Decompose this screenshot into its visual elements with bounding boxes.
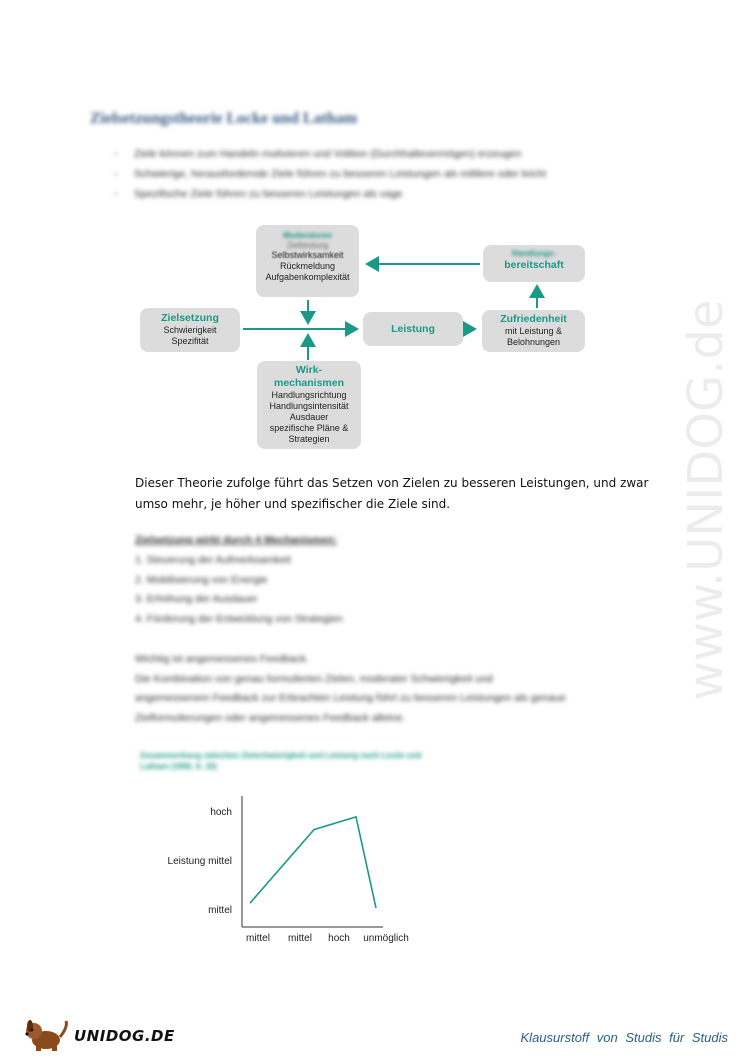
mechanism-item: 1. Steuerung der Aufmerksamkeit	[135, 554, 291, 566]
moderator-box	[256, 225, 359, 297]
x-tick-label: mittel	[246, 933, 270, 944]
feedback-paragraph	[135, 650, 655, 728]
dog-icon	[22, 1013, 72, 1053]
feedback-line: Zielformulierungen oder angemessenes Feedback alleine.	[135, 711, 406, 724]
zielsetzung-box	[140, 308, 240, 352]
handlung-title-1: Handlungs-	[512, 249, 556, 258]
series-line	[250, 817, 376, 908]
unidog-logo	[22, 1013, 175, 1053]
chart-caption-line: Zusammenhang zwischen Zielschwierigkeit und Leistung nach Locke und	[140, 751, 422, 760]
wirk-line: Strategien	[288, 434, 330, 444]
wirk-line: Ausdauer	[289, 412, 329, 422]
zufriedenheit-title: Zufriedenheit	[500, 313, 567, 325]
handlung-title-2: bereitschaft	[504, 259, 564, 271]
moderator-line: Aufgabenkomplexität	[265, 272, 350, 282]
wirk-title-1: Wirk-	[295, 364, 323, 376]
watermark-text: www.UNIDOG.de	[678, 299, 734, 701]
chart-caption-line: Latham (1990, S. 33)	[140, 762, 217, 771]
feedback-line: Wichtig ist angemessenes Feedback.	[135, 653, 309, 665]
moderator-subtitle: Zielbindung	[286, 241, 329, 250]
zielsetzung-line: Schwierigkeit	[163, 325, 217, 335]
y-tick-label: mittel	[208, 905, 232, 916]
wirk-title-2: mechanismen	[273, 377, 345, 389]
goal-setting-diagram	[135, 222, 595, 452]
wirk-line: Handlungsintensität	[269, 401, 349, 411]
zielsetzung-line: Spezifität	[171, 336, 209, 346]
leistung-box	[363, 312, 463, 346]
mechanisms-list	[135, 552, 343, 630]
bullet-item: - Ziele können zum Handeln motivieren und Volition (Durchhaltevermögen) erzeugen	[110, 146, 546, 166]
zufriedenheit-box	[482, 310, 585, 352]
wirk-line: Handlungsrichtung	[271, 390, 347, 400]
bullet-item: - Spezifische Ziele führen zu besseren Leistungen als vage	[110, 186, 546, 206]
feedback-line: angemessenem Feedback zur Erbrachten Leistung führt zu besseren Leistungen als genaue	[135, 692, 566, 704]
zufriedenheit-line: mit Leistung &	[504, 326, 563, 336]
mechanism-item: 3. Erhöhung der Ausdauer	[135, 593, 258, 605]
mechanism-item: 2. Mobilisierung von Energie	[135, 573, 268, 586]
moderator-line: Rückmeldung	[279, 261, 336, 271]
document-title: Zielsetzungstheorie Locke und Latham	[90, 110, 358, 127]
wirk-line: spezifische Pläne &	[269, 423, 349, 433]
x-tick-label: hoch	[328, 933, 350, 944]
leistung-title: Leistung	[391, 323, 435, 335]
y-tick-label: hoch	[210, 807, 232, 818]
y-tick-label: Leistung mittel	[167, 856, 232, 867]
footer-tagline: Klausurstoff von Studis für Studis	[520, 1030, 728, 1045]
mechanisms-heading: Zielsetzung wirkt durch 4 Mechanismen:	[135, 534, 337, 546]
mechanism-item: 4. Förderung der Entwicklung von Strategien	[135, 612, 343, 625]
chart-caption	[140, 750, 480, 772]
feedback-line: Die Kombination von genau formulierten Zielen, moderater Schwierigkeit und	[135, 672, 493, 685]
x-tick-label: mittel	[288, 933, 312, 944]
moderator-title: Moderatoren	[283, 231, 332, 240]
body-paragraph: Dieser Theorie zufolge führt das Setzen von Zielen zu besseren Leistungen, und zwar umso mehr, je höher und spezifischer die Ziele sind.	[135, 476, 649, 511]
bullet-list	[110, 146, 546, 206]
handlungsbereitschaft-box	[483, 245, 585, 282]
bullet-item: - Schwierige, herausfordernde Ziele führen zu besseren Leistungen als mittlere oder leicht	[110, 166, 546, 186]
logo-text: UNIDOG.DE	[74, 1027, 175, 1045]
zielsetzung-title: Zielsetzung	[161, 312, 219, 324]
wirkmechanismen-box	[257, 361, 361, 449]
x-tick-label: unmöglich	[363, 933, 409, 944]
moderator-line: Selbstwirksamkeit	[271, 250, 344, 260]
zufriedenheit-line: Belohnungen	[506, 337, 561, 347]
